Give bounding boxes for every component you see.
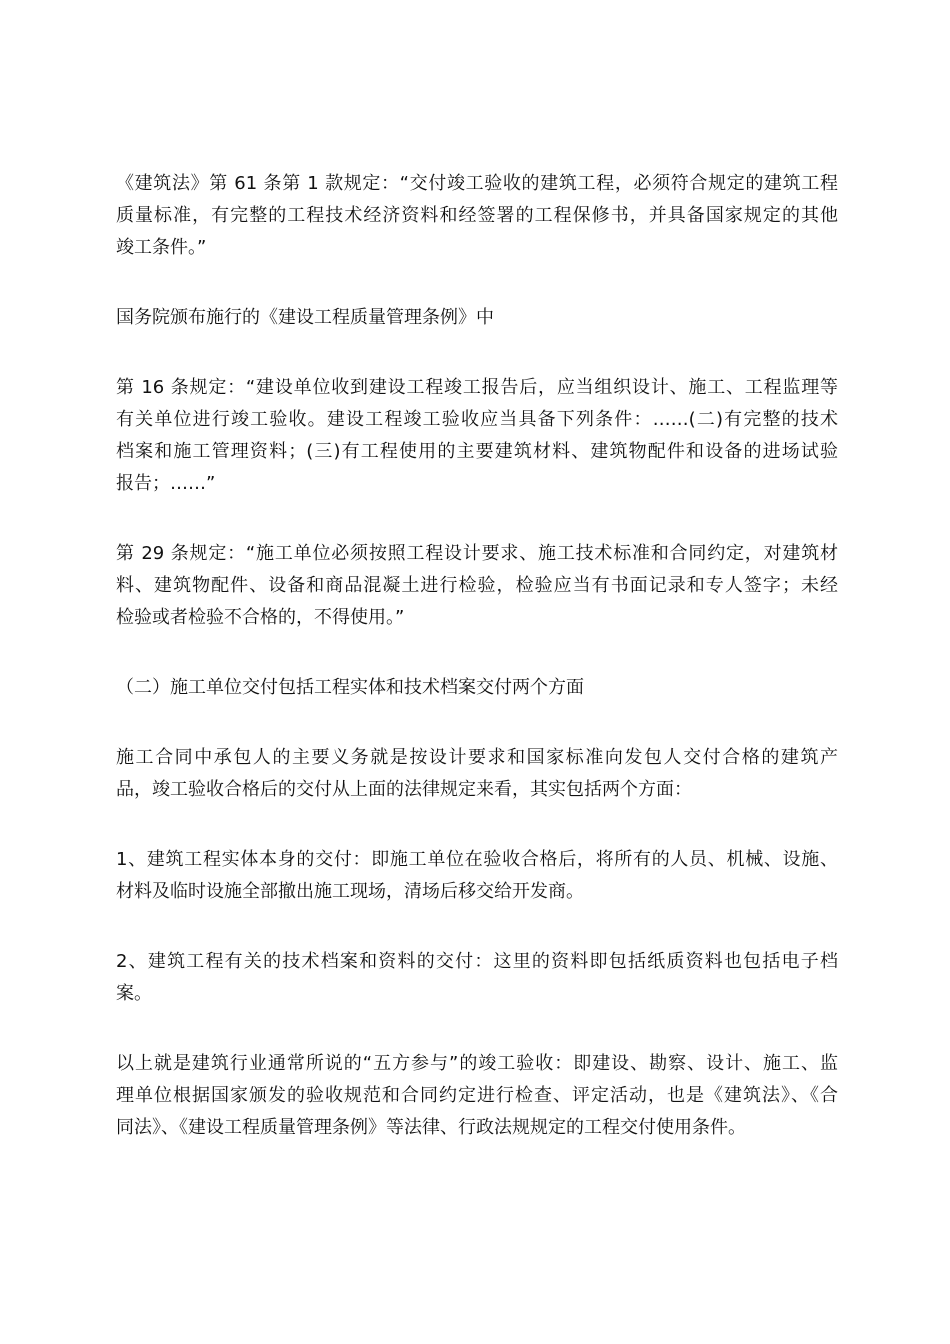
paragraph-article-29 (116, 538, 838, 634)
text-line: 1、建筑工程实体本身的交付：即施工单位在验收合格后，将所有的人员、机械、设施、 (116, 849, 838, 870)
text-line: 竣工条件。” (116, 237, 207, 258)
text-line: 品，竣工验收合格后的交付从上面的法律规定来看，其实包括两个方面： (116, 779, 692, 800)
document-page (116, 168, 838, 1144)
list-item-physical-delivery (116, 844, 838, 908)
text-line: 料、建筑物配件、设备和商品混凝土进行检验，检验应当有书面记录和专人签字；未经 (116, 575, 838, 596)
text-line: （二）施工单位交付包括工程实体和技术档案交付两个方面 (116, 677, 584, 698)
text-line: 第 29 条规定：“施工单位必须按照工程设计要求、施工技术标准和合同约定，对建筑材 (116, 543, 838, 564)
text-line: 有关单位进行竣工验收。建设工程竣工验收应当具备下列条件：……(二)有完整的技术 (116, 409, 838, 430)
text-line: 案。 (116, 983, 152, 1004)
paragraph-state-council-regulation (116, 302, 838, 334)
text-line: 理单位根据国家颁发的验收规范和合同约定进行检查、评定活动，也是《建筑法》、《合 (116, 1085, 838, 1106)
paragraph-five-party-acceptance (116, 1048, 838, 1144)
text-line: 以上就是建筑行业通常所说的“五方参与”的竣工验收：即建设、勘察、设计、施工、监 (116, 1053, 838, 1074)
text-line: 2、建筑工程有关的技术档案和资料的交付：这里的资料即包括纸质资料也包括电子档 (116, 951, 838, 972)
text-line: 材料及临时设施全部撤出施工现场，清场后移交给开发商。 (116, 881, 584, 902)
paragraph-construction-law-article-61 (116, 168, 838, 264)
text-line: 施工合同中承包人的主要义务就是按设计要求和国家标准向发包人交付合格的建筑产 (116, 747, 838, 768)
paragraph-contractor-obligations (116, 742, 838, 806)
text-line: 检验或者检验不合格的，不得使用。” (116, 607, 405, 628)
text-line: 第 16 条规定：“建设单位收到建设工程竣工报告后，应当组织设计、施工、工程监理等 (116, 377, 838, 398)
text-line: 档案和施工管理资料；(三)有工程使用的主要建筑材料、建筑物配件和设备的进场试验 (116, 441, 838, 462)
list-item-document-delivery (116, 946, 838, 1010)
text-line: 质量标准，有完整的工程技术经济资料和经签署的工程保修书，并具备国家规定的其他 (116, 205, 838, 226)
section-heading-delivery-aspects (116, 672, 838, 704)
text-line: 报告；……” (116, 473, 216, 494)
text-line: 同法》、《建设工程质量管理条例》等法律、行政法规规定的工程交付使用条件。 (116, 1117, 746, 1138)
text-line: 《建筑法》第 61 条第 1 款规定：“交付竣工验收的建筑工程，必须符合规定的建筑工程 (116, 173, 838, 194)
paragraph-article-16 (116, 372, 838, 500)
text-line: 国务院颁布施行的《建设工程质量管理条例》中 (116, 307, 494, 328)
